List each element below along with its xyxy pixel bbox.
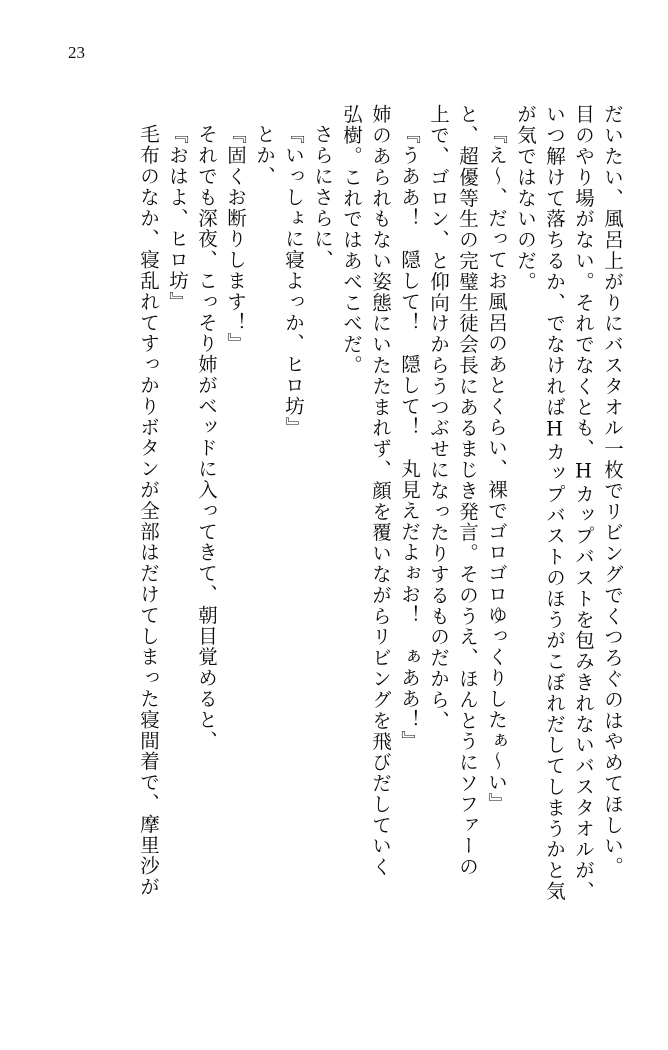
text-column: いつ解けて落ちるか、でなければHカップバストのほうがこぼれだしてしまうかと気 [543,104,566,902]
text-column: さらにさらに、 [311,124,334,271]
text-column: とか、 [253,124,276,187]
text-column: 毛布のなか、寝乱れてすっかりボタンが全部はだけてしまった寝間着で、摩里沙が [137,124,160,898]
text-column: 上で、ゴロン、と仰向けからうつぶせになったりするものだから、 [427,104,450,731]
text-column: 『いっしょに寝よっか、ヒロ坊』 [282,124,305,438]
text-column: 目のやり場がない。それでなくとも、Hカップバストを包みきれないバスタオルが、 [572,104,595,902]
text-column: だいたい、風呂上がりにバスタオル一枚でリビングでくつろぐのはやめてほしい。 [601,104,624,878]
text-column: 『うああ！ 隠して！ 隠して！ 丸見えだよぉお！ ぁああ！』 [398,124,421,751]
text-column: 姉のあられもない姿態にいたたまれず、顔を覆いながらリビングを飛びだしていく [369,104,392,878]
text-column: 『固くお断りします！』 [224,124,247,354]
vertical-text-body [62,104,622,994]
text-column: が気ではないのだ。 [514,104,537,293]
text-column: と、超優等生の完璧生徒会長にあるまじき発言。そのうえ、ほんとうにソファーの [456,104,479,878]
text-column: 『え～、だってお風呂のあとくらい、裸でゴロゴロゆっくりしたぁ～い』 [485,124,508,814]
page-number: 23 [68,43,85,62]
text-column: 弘樹。これではあべこべだ。 [340,104,363,376]
text-column: 『おはよ、ヒロ坊』 [166,124,189,313]
text-column: それでも深夜、こっそり姉がベッドに入ってきて、朝目覚めると、 [195,124,218,751]
